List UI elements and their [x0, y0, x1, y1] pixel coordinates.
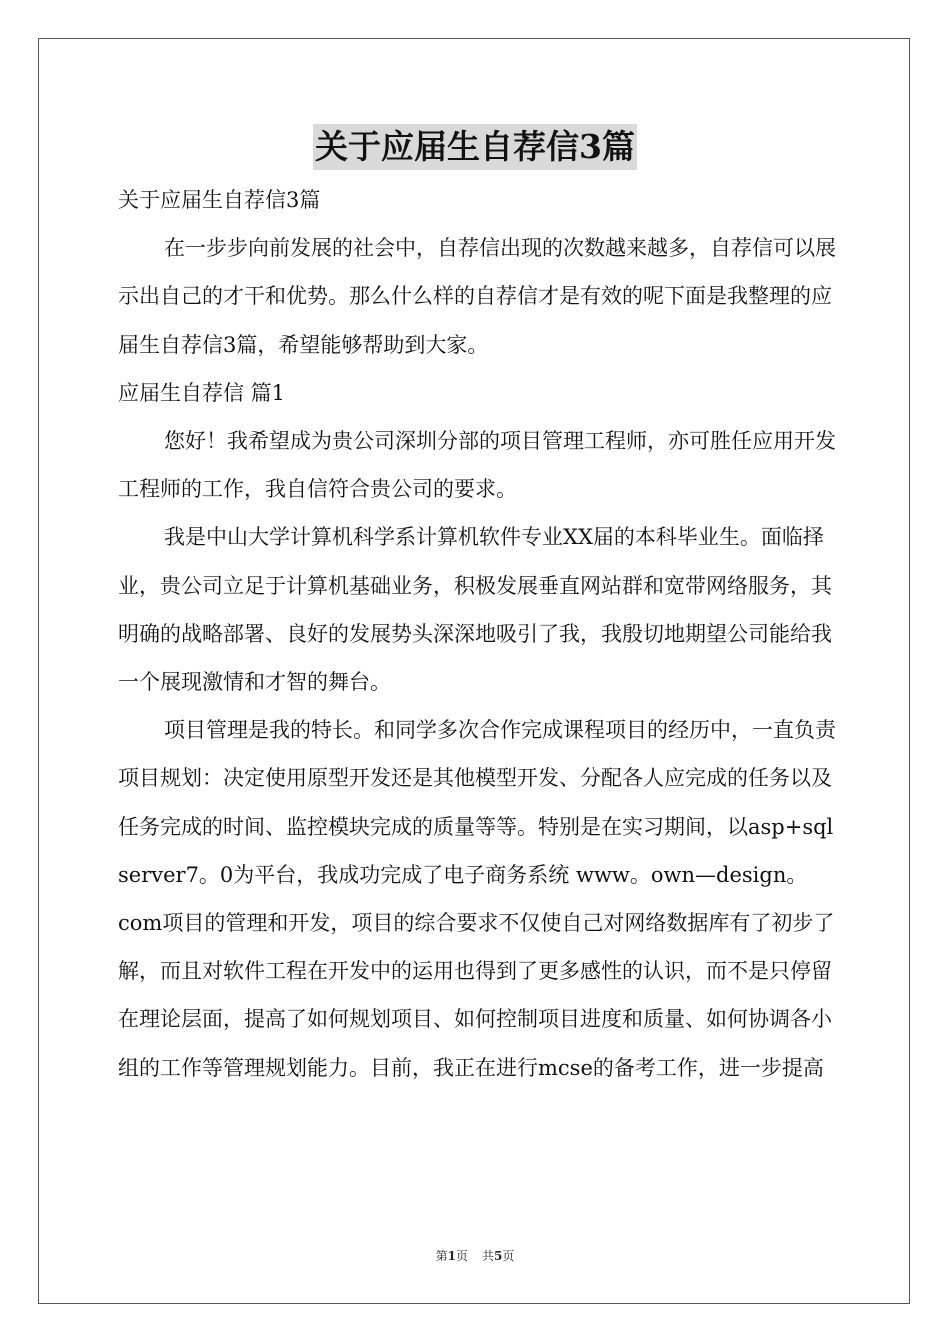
paragraph-project-management: 项目管理是我的特长。和同学多次合作完成课程项目的经历中，一直负责项目规划：决定使用原型开发还是其他模型开发、分配各人应完成的任务以及任务完成的时间、监控模块完成的质量等等。特别是在实习期间，以asp+sql server7。0为平台，我成功完成了电子商务系统 www。own—design。com项目的管理和开发，项目的综合要求不仅使自己对网络数据库有了初步了解，而且对软件工程在开发中的运用也得到了更多感性的认识，而不是只停留在理论层面，提高了如何规划项目、如何控制项目进度和质量、如何协调各小组的工作等管理规划能力。目前，我正在进行mcse的备考工作，进一步提高	[118, 718, 836, 1080]
paragraph-background: 我是中山大学计算机科学系计算机软件专业XX届的本科毕业生。面临择业，贵公司立足于计算机基础业务，积极发展垂直网站群和宽带网络服务，其明确的战略部署、良好的发展势头深深地吸引了我，我殷切地期望公司能给我一个展现激情和才智的舞台。	[118, 525, 832, 695]
page-number: 1	[447, 1249, 456, 1263]
document-body	[118, 176, 843, 1092]
page-prefix: 第	[435, 1249, 448, 1263]
paragraph-intro: 在一步步向前发展的社会中，自荐信出现的次数越来越多，自荐信可以展示出自己的才干和优势。那么什么样的自荐信才是有效的呢下面是我整理的应届生自荐信3篇，希望能够帮助到大家。	[118, 236, 836, 357]
total-suffix: 页	[502, 1249, 515, 1263]
document-title: 关于应届生自荐信3篇	[313, 124, 637, 170]
page-suffix: 页	[455, 1249, 468, 1263]
title-area	[0, 124, 950, 170]
paragraph-greeting: 您好！我希望成为贵公司深圳分部的项目管理工程师，亦可胜任应用开发工程师的工作，我自信符合贵公司的要求。	[118, 429, 836, 502]
section-heading: 应届生自荐信 篇1	[118, 380, 286, 405]
total-prefix: 共	[482, 1249, 495, 1263]
total-pages: 5	[494, 1249, 503, 1263]
subtitle: 关于应届生自荐信3篇	[118, 188, 321, 212]
page-footer	[0, 1247, 950, 1265]
